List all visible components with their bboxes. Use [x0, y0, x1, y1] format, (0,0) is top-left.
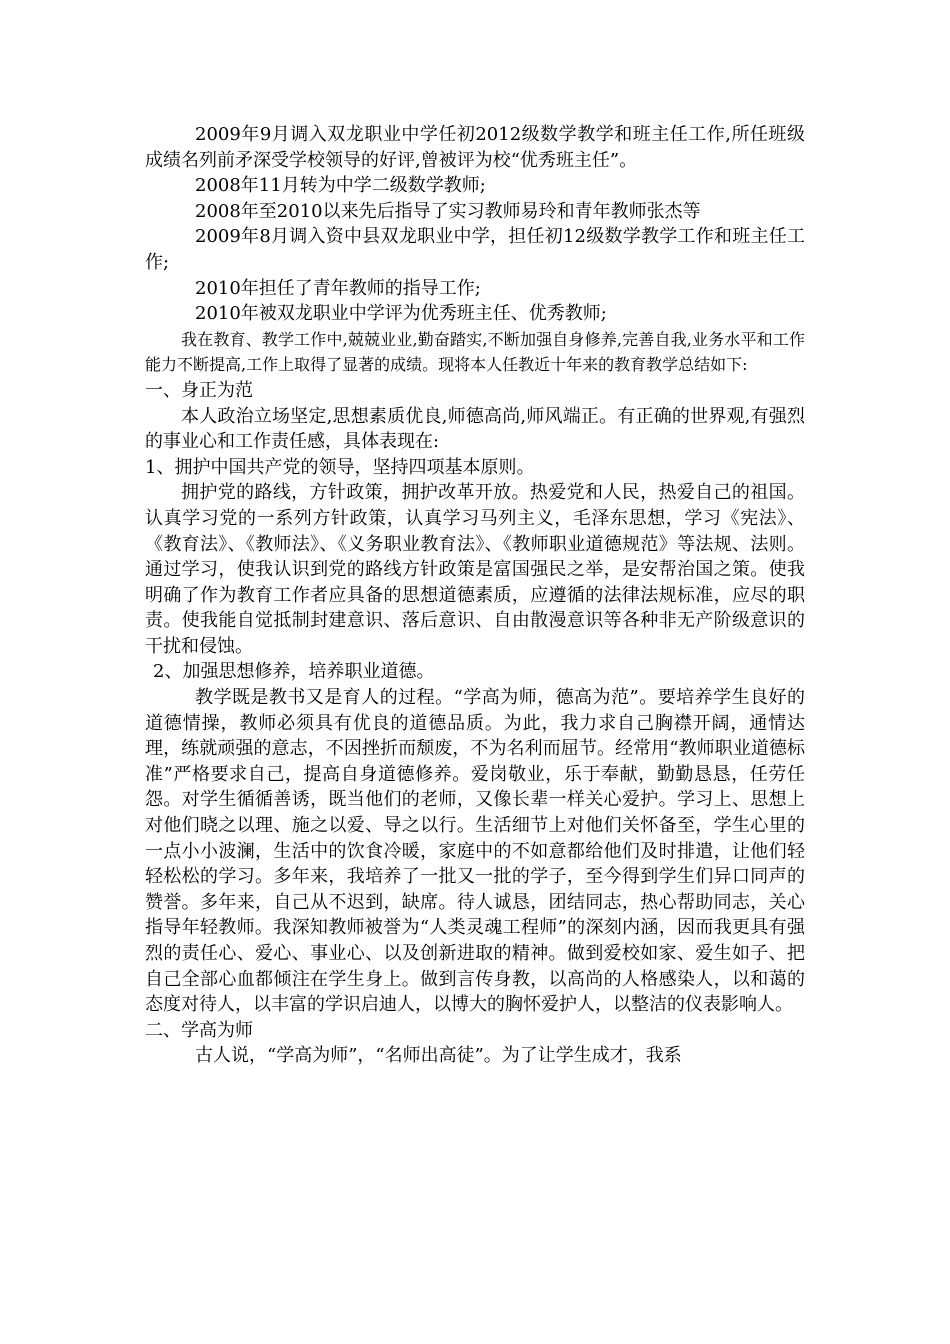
paragraph-mentoring-2008: 2008年至2010以来先后指导了实习教师易玲和青年教师张杰等: [195, 200, 701, 222]
paragraph-political-stance: 本人政治立场坚定,思想素质优良,师德高尚,师风端正。有正确的世界观,有强烈的事业心和工作责任感，具体表现在:: [145, 405, 805, 453]
document-page: [145, 122, 805, 1069]
paragraph-award-2010: 2010年被双龙职业中学评为优秀班主任、优秀教师;: [195, 303, 607, 325]
paragraph-learning-intro: 古人说，“学高为师”，“名师出高徒”。为了让学生成才，我系: [195, 1045, 682, 1067]
section-heading-1: 一、身正为范: [145, 379, 253, 401]
paragraph-summary-intro: 我在教育、教学工作中,兢兢业业,勤奋踏实,不断加强自身修养,完善自我,业务水平和工作能力不断提高,工作上取得了显著的成绩。现将本人任教近十年来的教育教学总结如下:: [145, 329, 805, 375]
paragraph-promotion-2008: 2008年11月转为中学二级数学教师;: [195, 175, 486, 197]
paragraph-transfer-2009: 2009年8月调入资中县双龙职业中学，担任初12级数学教学工作和班主任工作;: [145, 226, 805, 273]
paragraph-teaching-ethics: 教学既是教书又是育人的过程。“学高为师，德高为范”。要培养学生良好的道德情操，教师必须具有优良的道德品质。为此，我力求自己胸襟开阔，通情达理，练就顽强的意志，不因挫折而颓废，不为名利而屈节。经常用“教师职业道德标准”严格要求自己，提高自身道德修养。爱岗敬业，乐于奉献，勤勤恳恳，任劳任怨。对学生循循善诱，既当他们的老师，又像长辈一样关心爱护。学习上、思想上对他们晓之以理、施之以爱、导之以行。生活细节上对他们关怀备至，学生心里的一点小小波澜，生活中的饮食冷暖，家庭中的不如意都给他们及时排遣，让他们轻轻松松的学习。多年来，我培养了一批又一批的学子，至今得到学生们异口同声的赞誉。多年来，自己从不迟到，缺席。待人诚恳，团结同志，热心帮助同志，关心指导年轻教师。我深知教师被誉为“人类灵魂工程师”的深刻内涵，因而我更具有强烈的责任心、爱心、事业心、以及创新进取的精神。做到爱校如家、爱生如子、把自己全部心血都倾注在学生身上。做到言传身教，以高尚的人格感染人，以和蔼的态度对待人，以丰富的学识启迪人，以博大的胸怀爱护人，以整洁的仪表影响人。: [145, 687, 805, 1016]
paragraph-career-2009: 2009年9月调入双龙职业中学任初2012级数学教学和班主任工作,所任班级成绩名列前矛深受学校领导的好评,曾被评为校“优秀班主任”。: [145, 124, 805, 171]
section-heading-2: 二、学高为师: [145, 1019, 253, 1041]
subsection-heading-2: 2、加强思想修养，培养职业道德。: [153, 661, 435, 683]
paragraph-guidance-2010: 2010年担任了青年教师的指导工作;: [195, 277, 481, 299]
subsection-heading-1: 1、拥护中国共产党的领导，坚持四项基本原则。: [145, 456, 535, 478]
paragraph-party-line: 拥护党的路线，方针政策，拥护改革开放。热爱党和人民，热爱自己的祖国。认真学习党的一系列方针政策，认真学习马列主义，毛泽东思想，学习《宪法》、《教育法》、《教师法》、《义务职业教育法》、《教师职业道德规范》等法规、法则。通过学习，使我认识到党的路线方针政策是富国强民之举，是安帮治国之策。使我明确了作为教育工作者应具备的思想道德素质，应遵循的法律法规标准，应尽的职责。使我能自觉抵制封建意识、落后意识、自由散漫意识等各种非无产阶级意识的干扰和侵蚀。: [145, 482, 805, 657]
